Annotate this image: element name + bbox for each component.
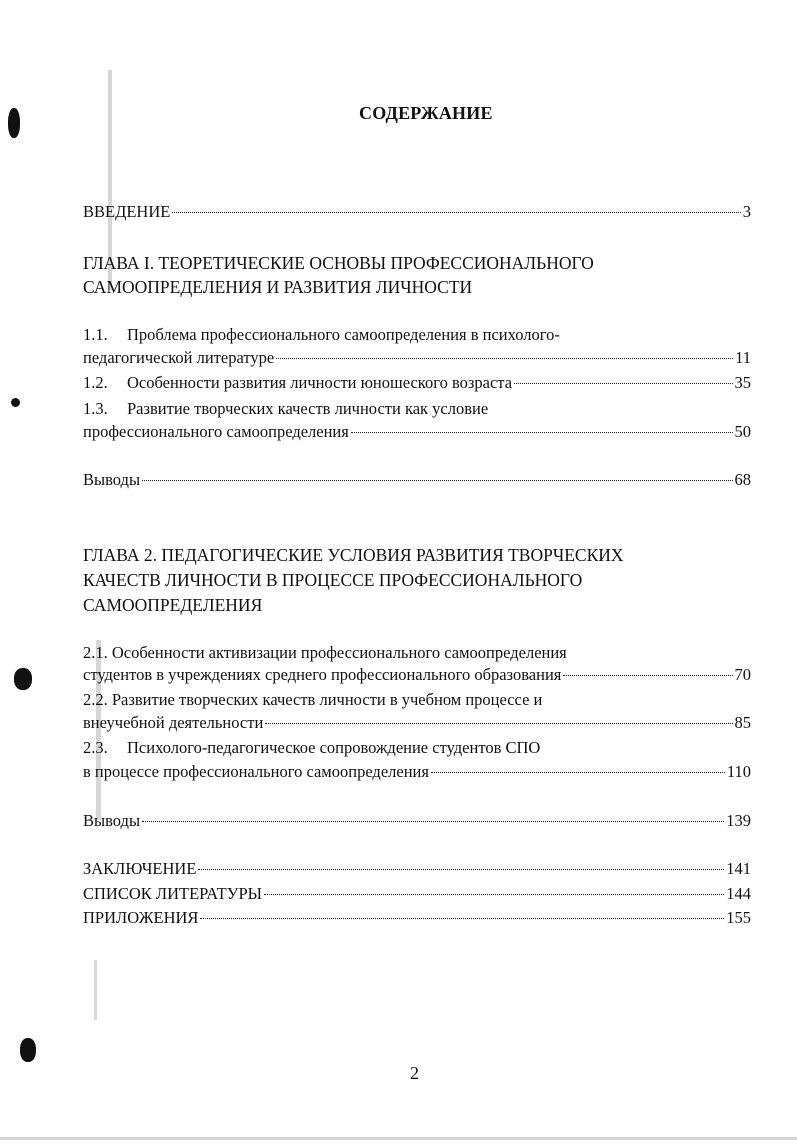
scan-speck (11, 398, 20, 407)
chapter-1-heading-cont: САМООПРЕДЕЛЕНИЯ И РАЗВИТИЯ ЛИЧНОСТИ (83, 277, 473, 297)
leader-dots (351, 432, 733, 433)
toc-entry-2-3 (83, 738, 540, 758)
scan-streak (94, 960, 97, 1020)
scan-speck (14, 668, 32, 690)
leader-dots (172, 212, 740, 213)
section-title: Проблема профессионального самоопределения в психолого- (127, 325, 560, 344)
toc-entry-2-3-cont (83, 762, 751, 784)
page-number: 2 (410, 1063, 419, 1083)
leader-dots (264, 894, 724, 895)
leader-dots (514, 383, 732, 384)
section-title-cont: внеучебной деятельности (83, 713, 264, 732)
toc-entry-ch1-conclusions (83, 470, 751, 492)
leader-dots (200, 918, 724, 919)
toc-entry-label: Выводы (83, 470, 141, 489)
toc-entry-page: 3 (742, 202, 751, 221)
scan-speck (8, 108, 20, 138)
leader-dots (563, 675, 732, 676)
toc-entry-page: 110 (726, 762, 751, 781)
toc-entry-intro (83, 202, 751, 224)
toc-entry-page: 50 (734, 422, 751, 441)
section-number: 1.2. (83, 373, 108, 392)
leader-dots (142, 821, 724, 822)
toc-entry-2-2-cont (83, 713, 751, 735)
toc-entry-page: 35 (734, 373, 751, 392)
toc-entry-page: 144 (726, 884, 751, 903)
chapter-2-heading-cont: КАЧЕСТВ ЛИЧНОСТИ В ПРОЦЕССЕ ПРОФЕССИОНАЛЬНОГО (83, 570, 583, 590)
section-number: 2.3. (83, 738, 108, 757)
toc-entry-appendices (83, 908, 751, 930)
toc-entry-label: ВВЕДЕНИЕ (83, 202, 171, 221)
section-title-cont: в процессе профессионального самоопределения (83, 762, 429, 781)
toc-entry-label: Выводы (83, 811, 141, 830)
toc-entry-1-3-cont (83, 422, 751, 444)
scan-speck (20, 1038, 36, 1062)
section-title-cont: профессионального самоопределения (83, 422, 349, 441)
toc-entry-page: 70 (734, 665, 751, 684)
toc-entry-page: 68 (734, 470, 751, 489)
scan-edge (0, 1137, 797, 1140)
chapter-2-heading: ГЛАВА 2. ПЕДАГОГИЧЕСКИЕ УСЛОВИЯ РАЗВИТИЯ ТВОРЧЕСКИХ (83, 545, 624, 565)
page-title: СОДЕРЖАНИЕ (359, 103, 493, 123)
toc-entry-label: ЗАКЛЮЧЕНИЕ (83, 859, 197, 878)
toc-entry-ch2-conclusions (83, 811, 751, 833)
section-title: Психолого-педагогическое сопровождение студентов СПО (127, 738, 541, 757)
leader-dots (276, 358, 733, 359)
leader-dots (142, 480, 732, 481)
section-title-cont: студентов в учреждениях среднего профессионального образования (83, 665, 562, 684)
toc-entry-references (83, 884, 751, 906)
toc-entry-page: 141 (726, 859, 751, 878)
toc-entry-label: СПИСОК ЛИТЕРАТУРЫ (83, 884, 263, 903)
chapter-1-heading: ГЛАВА I. ТЕОРЕТИЧЕСКИЕ ОСНОВЫ ПРОФЕССИОНАЛЬНОГО (83, 253, 594, 273)
toc-entry-1-3 (83, 399, 488, 419)
toc-entry-label: ПРИЛОЖЕНИЯ (83, 908, 199, 927)
toc-entry-page: 11 (735, 348, 751, 367)
section-title: Развитие творческих качеств личности как условие (127, 399, 489, 418)
section-title: Особенности развития личности юношеского возраста (127, 373, 513, 392)
section-number: 1.1. (83, 325, 108, 344)
toc-entry-page: 139 (726, 811, 751, 830)
leader-dots (431, 772, 725, 773)
toc-entry-1-1-cont (83, 348, 751, 370)
toc-entry-page: 155 (726, 908, 751, 927)
toc-entry-1-2 (83, 373, 751, 395)
section-title-cont: педагогической литературе (83, 348, 275, 367)
leader-dots (198, 869, 724, 870)
toc-entry-1-1 (83, 325, 560, 345)
toc-entry-2-1-cont (83, 665, 751, 687)
toc-entry-2-1: 2.1. Особенности активизации профессионального самоопределения (83, 643, 567, 662)
toc-entry-page: 85 (734, 713, 751, 732)
section-number: 1.3. (83, 399, 108, 418)
toc-entry-conclusion (83, 859, 751, 881)
chapter-2-heading-cont: САМООПРЕДЕЛЕНИЯ (83, 595, 263, 615)
leader-dots (265, 723, 732, 724)
toc-entry-2-2: 2.2. Развитие творческих качеств личности в учебном процессе и (83, 690, 543, 709)
